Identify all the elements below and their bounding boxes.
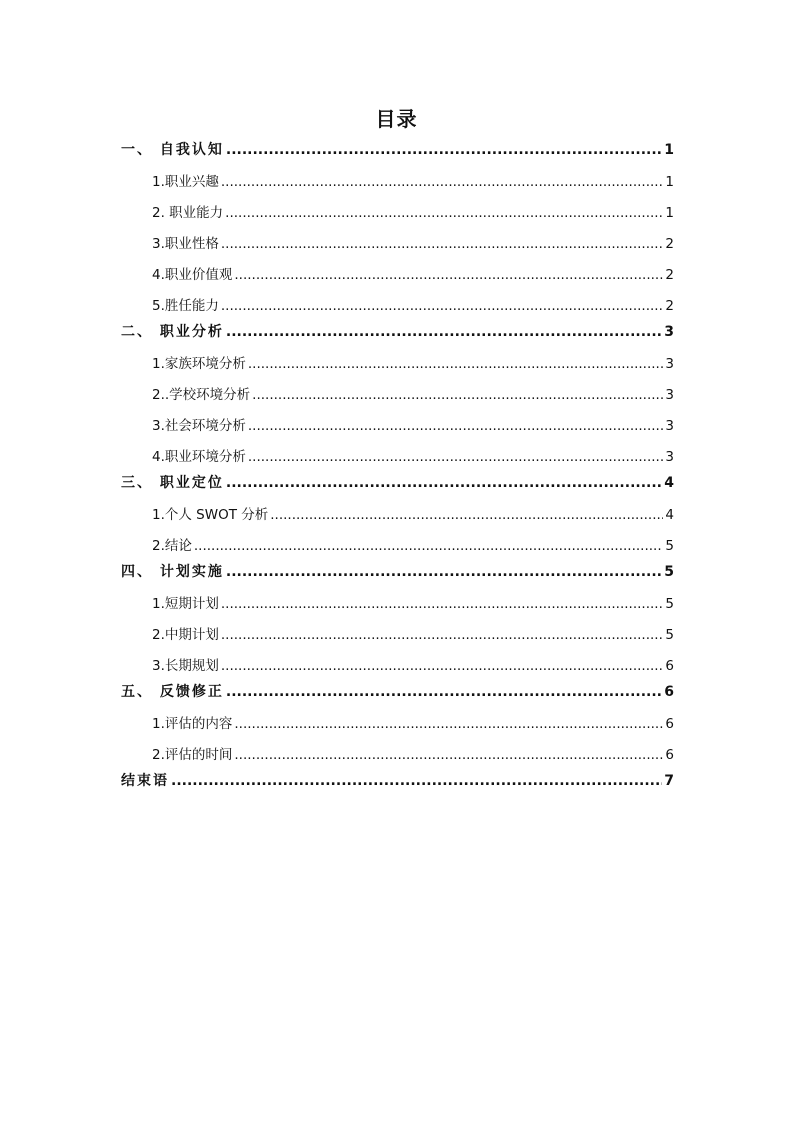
toc-entry-label: 四、 计划实施 [121,564,224,580]
toc-section-entry[interactable] [121,321,674,342]
toc-subsection-entry[interactable] [121,592,674,613]
toc-page-number: 1 [664,142,674,158]
toc-section-entry[interactable] [121,472,674,493]
dot-leader [221,236,664,252]
toc-entry-label: 1.评估的内容 [152,716,233,732]
toc-entry-label: 一、 自我认知 [121,142,224,158]
toc-title: 目录 [375,107,418,131]
dot-leader [234,716,663,732]
toc-page-number: 3 [665,418,674,434]
toc-subsection-entry[interactable] [121,534,674,555]
toc-section-entry[interactable] [121,681,674,702]
toc-subsection-entry[interactable] [121,654,674,675]
toc-entry-label: 5.胜任能力 [152,298,219,314]
toc-page-number: 6 [665,716,674,732]
toc-page-number: 2 [665,236,674,252]
toc-page-number: 1 [665,174,674,190]
dot-leader [248,449,664,465]
toc-entry-label: 2.评估的时间 [152,747,233,763]
dot-leader [226,564,662,580]
toc-subsection-entry[interactable] [121,743,674,764]
toc-entry-label: 1.短期计划 [152,596,219,612]
dot-leader [226,324,662,340]
toc-subsection-entry[interactable] [121,352,674,373]
toc-subsection-entry[interactable] [121,503,674,524]
toc-subsection-entry[interactable] [121,170,674,191]
toc-entry-label: 3.长期规划 [152,658,219,674]
dot-leader [234,747,663,763]
dot-leader [226,684,662,700]
toc-page-number: 6 [665,658,674,674]
dot-leader [221,174,664,190]
toc-page-number: 3 [665,387,674,403]
toc-page-number: 2 [665,267,674,283]
toc-subsection-entry[interactable] [121,232,674,253]
toc-entry-label: 3.职业性格 [152,236,219,252]
toc-entry-label: 1.职业兴趣 [152,174,219,190]
toc-subsection-entry[interactable] [121,383,674,404]
toc-page-number: 2 [665,298,674,314]
toc-subsection-entry[interactable] [121,263,674,284]
dot-leader [248,418,664,434]
dot-leader [225,205,663,221]
toc-page-number: 4 [664,475,674,491]
toc-entry-label: 二、 职业分析 [121,324,224,340]
toc-entry-label: 2..学校环境分析 [152,387,251,403]
toc-entry-label: 1.家族环境分析 [152,356,246,372]
toc-subsection-entry[interactable] [121,712,674,733]
dot-leader [270,507,663,523]
toc-section-entry[interactable] [121,561,674,582]
toc-entry-label: 4.职业环境分析 [152,449,246,465]
toc-entry-label: 2. 职业能力 [152,205,224,221]
toc-page-number: 4 [665,507,674,523]
dot-leader [171,773,662,789]
toc-page-number: 5 [664,564,674,580]
toc-section-entry[interactable] [121,770,674,791]
dot-leader [226,142,662,158]
dot-leader [221,298,664,314]
toc-entry-label: 2.中期计划 [152,627,219,643]
toc-subsection-entry[interactable] [121,623,674,644]
toc-entry-label: 4.职业价值观 [152,267,233,283]
dot-leader [221,596,664,612]
toc-page-number: 3 [664,324,674,340]
toc-subsection-entry[interactable] [121,414,674,435]
toc-entry-label: 结束语 [121,773,169,789]
toc-entry-label: 三、 职业定位 [121,475,224,491]
dot-leader [252,387,663,403]
table-of-contents [121,139,674,791]
toc-subsection-entry[interactable] [121,201,674,222]
toc-entry-label: 1.个人 SWOT 分析 [152,507,269,523]
dot-leader [226,475,662,491]
dot-leader [234,267,663,283]
dot-leader [221,627,664,643]
toc-page-number: 3 [665,356,674,372]
toc-page-number: 6 [664,684,674,700]
toc-page-number: 5 [665,627,674,643]
toc-entry-label: 五、 反馈修正 [121,684,224,700]
toc-page-number: 5 [665,596,674,612]
toc-page-number: 5 [665,538,674,554]
toc-entry-label: 3.社会环境分析 [152,418,246,434]
dot-leader [248,356,664,372]
dot-leader [194,538,664,554]
toc-subsection-entry[interactable] [121,445,674,466]
toc-page-number: 6 [665,747,674,763]
toc-page-number: 1 [665,205,674,221]
toc-subsection-entry[interactable] [121,294,674,315]
toc-entry-label: 2.结论 [152,538,192,554]
toc-page-number: 7 [664,773,674,789]
toc-section-entry[interactable] [121,139,674,160]
toc-page-number: 3 [665,449,674,465]
dot-leader [221,658,664,674]
